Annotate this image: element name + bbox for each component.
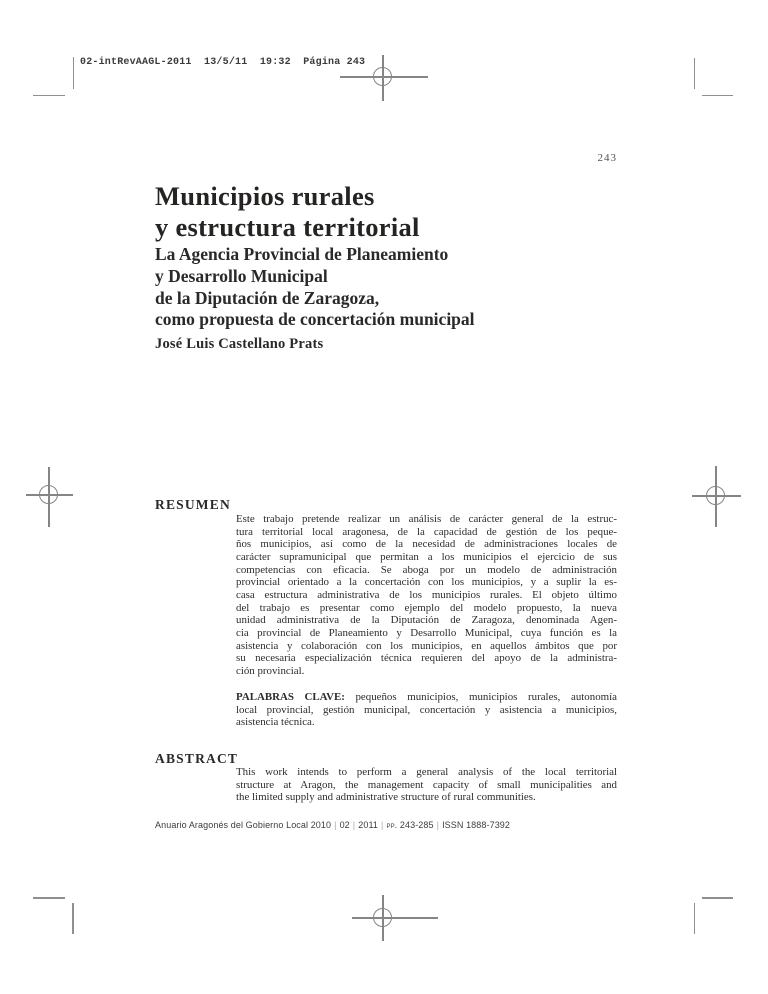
article-subtitle-line: La Agencia Provincial de Planeamiento [155, 244, 449, 264]
keywords-text: pequeños municipios, municipios rurales, autonomía [344, 691, 617, 703]
text-line: su necesaria especialización técnica requieren del apoyo de la administra- [236, 652, 617, 665]
journal-title: Anuario Aragonés del Gobierno Local 2010 [155, 820, 332, 830]
page-range: pp. 243-285 [386, 820, 434, 830]
page-number: 243 [597, 152, 617, 164]
crop-mark-top-right-vertical [694, 58, 696, 89]
crop-mark-top-right-horizontal [702, 95, 733, 97]
article-subtitle [155, 244, 475, 331]
text-line: local provincial, gestión municipal, concertación y asistencia a municipios, [236, 703, 617, 716]
keywords-paragraph [236, 691, 617, 729]
article-title [155, 181, 420, 243]
text-line: the limited supply and administrative structure of rural communities. [236, 791, 536, 804]
text-line: casa estructura administrativa de los municipios rurales. El objeto último [236, 588, 617, 601]
text-line: unidad administrativa de la Diputación de Zaragoza, denominada Agen- [236, 614, 617, 627]
text-line: competencias con eficacia. Se aboga por un modelo de administración [236, 563, 617, 576]
article-title-line: y estructura territorial [155, 212, 420, 242]
footer-separator: | [381, 820, 384, 830]
text-line: Este trabajo pretende realizar un análisis de carácter general de la estruc- [236, 513, 617, 525]
issn: ISSN 1888-7392 [442, 820, 511, 830]
text-line: tura territorial local aragonesa, de la capacidad de gestión de los peque- [236, 525, 617, 538]
article-subtitle-line: y Desarrollo Municipal [155, 265, 328, 286]
text-line: asistencia técnica. [236, 716, 315, 729]
article-subtitle-line: de la Diputación de Zaragoza, [155, 287, 380, 308]
text-line [236, 691, 617, 704]
article-subtitle-line: como propuesta de concertación municipal [155, 309, 475, 330]
crop-mark-bottom-right-vertical [694, 903, 696, 934]
footer-separator: | [436, 820, 440, 830]
text-line: provincial orientado a la concertación con los municipios, y a suplir la es- [236, 576, 617, 589]
crop-mark-top-left-horizontal [33, 95, 65, 97]
text-line: ños municipios, así como de la necesidad de administraciones locales de [236, 538, 617, 551]
text-line: del trabajo es presentar como ejemplo del modelo propuesto, la nueva [236, 601, 617, 614]
registration-mark-circle [706, 486, 725, 505]
crop-mark-bottom-right-horizontal [702, 897, 733, 899]
author-name: José Luis Castellano Prats [155, 336, 324, 352]
print-proof-slug: 02-intRevAAGL-2011 13/5/11 19:32 Página 243 [80, 57, 366, 68]
article-title-line: Municipios rurales [155, 181, 375, 211]
text-line: carácter supramunicipal que permitan a los municipios el ejercicio de sus [236, 550, 617, 563]
crop-mark-bottom-left-horizontal [33, 897, 65, 899]
abstract-heading: ABSTRACT [155, 751, 239, 766]
keywords-label: PALABRAS CLAVE: [236, 691, 345, 703]
resumen-paragraph [236, 513, 617, 678]
article-column [155, 0, 617, 994]
registration-mark-circle [39, 485, 58, 504]
text-line: cia provincial de Planeamiento y Desarrollo Municipal, cuya función es la [236, 626, 617, 639]
abstract-paragraph [236, 766, 617, 804]
crop-mark-bottom-left-vertical [72, 903, 74, 934]
journal-footer [155, 820, 510, 830]
footer-separator: | [334, 820, 337, 830]
issue-number: 02 [339, 820, 350, 830]
text-line: ción provincial. [236, 664, 305, 677]
publication-year: 2011 [358, 820, 379, 830]
text-line: structure at Aragon, the management capacity of small municipalities and [236, 778, 617, 791]
text-line: This work intends to perform a general analysis of the local territorial [236, 766, 617, 778]
resumen-heading: RESUMEN [155, 497, 231, 512]
footer-separator: | [352, 820, 356, 830]
text-line: asistencia y colaboración con los municipios, en aquellos ámbitos que por [236, 639, 617, 652]
crop-mark-top-left-vertical [73, 57, 75, 89]
